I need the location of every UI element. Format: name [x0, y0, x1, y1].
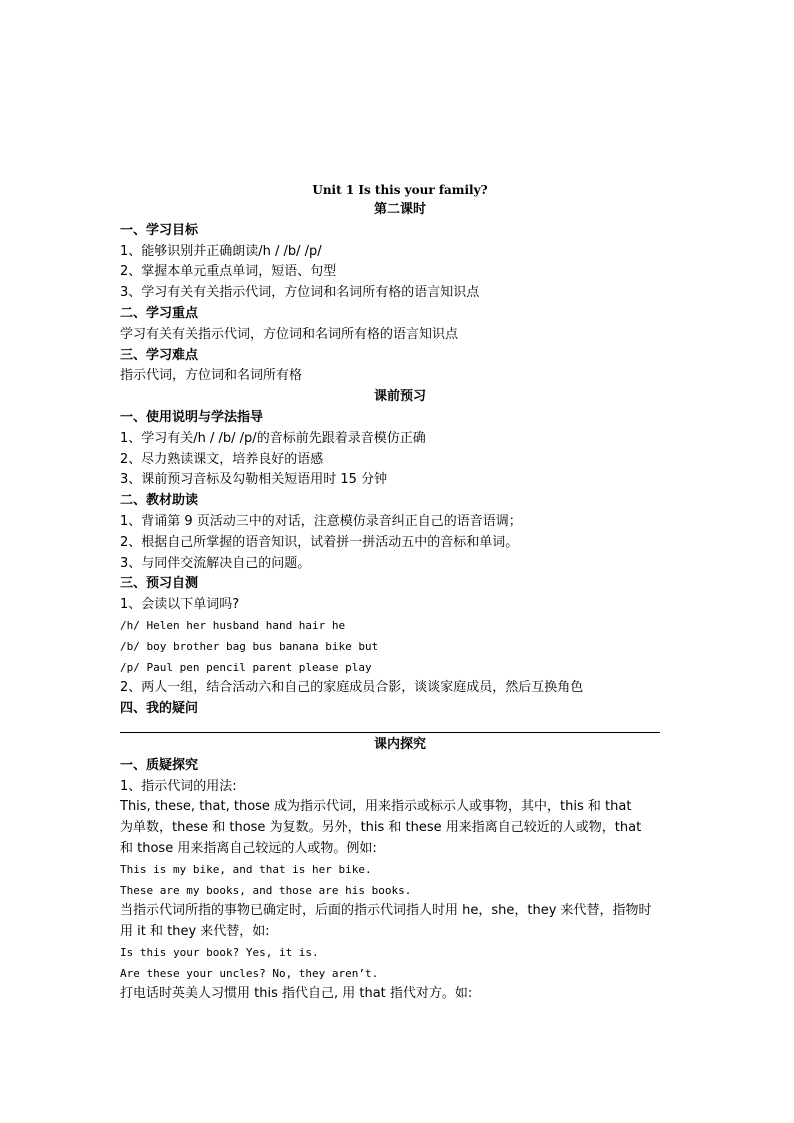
inquiry-subheading: 1、指示代词的用法:	[120, 778, 237, 794]
paragraph-line: This, these, that, those 成为指示代词，用来指示或标示人或事物，其中，this 和 that	[120, 799, 632, 815]
example-sentence: These are my books, and those are his books.	[120, 883, 412, 897]
goal-item: 3、学习有关有关指示代词，方位词和名词所有格的语言知识点	[120, 285, 480, 301]
difficulty-text: 指示代词，方位词和名词所有格	[120, 368, 303, 384]
textbook-item: 3、与同伴交流解决自己的问题。	[120, 555, 311, 571]
focus-text: 学习有关有关指示代词，方位词和名词所有格的语言知识点	[120, 326, 459, 342]
document-page	[120, 180, 680, 1005]
paragraph-line: 当指示代词所指的事物已确定时，后面的指示代词指人时用 he，she，they 来代替，指物时	[120, 903, 652, 919]
preview-title: 课前预习	[373, 389, 426, 405]
phonics-word-row: /h/ Helen her husband hand hair he	[120, 618, 346, 632]
guide-item: 3、课前预习音标及勾勒相关短语用时 15 分钟	[120, 472, 388, 488]
paragraph-line: 用 it 和 they 来代替，如:	[120, 924, 270, 940]
focus-heading: 二、学习重点	[120, 305, 199, 321]
inquiry-heading: 一、质疑探究	[120, 757, 199, 773]
goals-heading: 一、学习目标	[120, 222, 199, 238]
guide-item: 2、尽力熟读课文，培养良好的语感	[120, 451, 324, 467]
questions-heading: 四、我的疑问	[120, 701, 199, 717]
example-sentence: Are these your uncles? No, they aren’t.	[120, 966, 379, 980]
goal-item: 2、掌握本单元重点单词，短语、句型	[120, 264, 337, 280]
section-divider	[120, 732, 660, 733]
paragraph-line: 为单数，these 和 those 为复数。另外，this 和 these 用来指离自己较近的人或物，that	[120, 820, 642, 836]
selftest-question-2: 2、两人一组，结合活动六和自己的家庭成员合影，谈谈家庭成员，然后互换角色	[120, 680, 584, 696]
selftest-heading: 三、预习自测	[120, 576, 199, 592]
inclass-title: 课内探究	[373, 736, 426, 752]
paragraph-line: 打电话时英美人习惯用 this 指代自己, 用 that 指代对方。如:	[120, 986, 473, 1002]
example-sentence: This is my bike, and that is her bike.	[120, 862, 372, 876]
document-title: Unit 1 Is this your family?	[312, 183, 488, 197]
textbook-heading: 二、教材助读	[120, 493, 199, 509]
textbook-item: 2、根据自己所掌握的语音知识，试着拼一拼活动五中的音标和单词。	[120, 534, 519, 550]
phonics-word-row: /p/ Paul pen pencil parent please play	[120, 660, 372, 674]
textbook-item: 1、背诵第 9 页活动三中的对话，注意模仿录音纠正自己的语音语调；	[120, 513, 522, 529]
guide-item: 1、学习有关/h / /b/ /p/的音标前先跟着录音模仿正确	[120, 430, 426, 446]
example-sentence: Is this your book? Yes, it is.	[120, 945, 319, 959]
difficulty-heading: 三、学习难点	[120, 347, 199, 363]
guide-heading: 一、使用说明与学法指导	[120, 409, 264, 425]
paragraph-line: 和 those 用来指离自己较远的人或物。例如:	[120, 840, 377, 856]
lesson-label: 第二课时	[373, 202, 426, 217]
goal-item: 1、能够识别并正确朗读/h / /b/ /p/	[120, 243, 322, 259]
phonics-word-row: /b/ boy brother bag bus banana bike but	[120, 639, 379, 653]
selftest-question-1: 1、会读以下单词吗?	[120, 597, 240, 613]
